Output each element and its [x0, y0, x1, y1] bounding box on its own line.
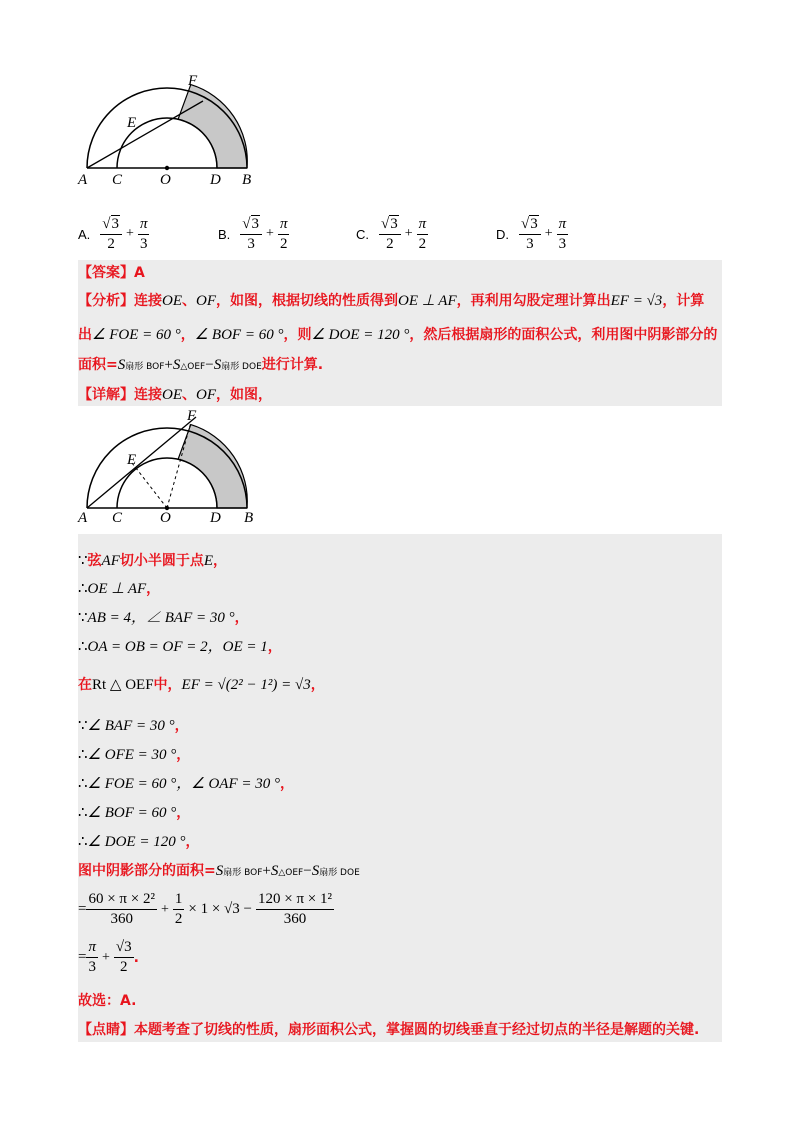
- step-10: [78, 835, 199, 850]
- text: ，: [310, 677, 325, 693]
- label-c: C: [112, 510, 123, 524]
- step-2: [78, 582, 160, 597]
- step-4: [78, 640, 282, 655]
- label-d: D: [210, 510, 221, 524]
- math: OE ⊥ AF: [398, 293, 457, 309]
- math: EF = √(2² − 1²) = √3: [181, 677, 311, 693]
- math: AB = 4，∠ BAF = 30 °: [87, 610, 235, 626]
- therefore-symbol: ∴: [78, 747, 88, 763]
- text: ，: [180, 327, 195, 343]
- analysis-line-2: [78, 328, 717, 343]
- text: ，然后根据扇形的面积公式，利用图中阴影部分的: [409, 327, 718, 343]
- label-b: B: [244, 510, 254, 524]
- math: ∠ BOF = 60 °: [87, 805, 177, 821]
- step-6: [78, 719, 189, 734]
- comment-line: [78, 1023, 699, 1037]
- option-letter: B.: [218, 226, 231, 242]
- label-f: F: [187, 408, 197, 424]
- fraction: $\frac{\pi}{3}$: [139, 215, 148, 252]
- analysis-line-3: [78, 358, 323, 373]
- text: 在: [78, 677, 92, 693]
- fraction: $\frac{\pi}{3}$: [558, 215, 567, 252]
- subscript: 扇形 DOE: [221, 362, 262, 372]
- plus-sign: +: [544, 226, 553, 241]
- label-e: E: [127, 115, 137, 131]
- text: ，计算: [662, 293, 705, 309]
- text: 、: [182, 293, 196, 309]
- math: OE ⊥ AF: [87, 581, 147, 597]
- answer-options: [78, 212, 718, 256]
- radius-oe: [132, 463, 167, 508]
- plus-sign: +: [266, 226, 274, 241]
- plus-sign: +: [126, 226, 134, 241]
- shaded-region: [178, 425, 247, 508]
- math: ∠ BOF = 60 °: [194, 327, 284, 343]
- text: 面积=: [78, 357, 118, 373]
- math: × 1 × √3 −: [188, 901, 252, 917]
- math: S: [117, 357, 126, 373]
- plus-sign: +: [404, 226, 413, 241]
- math: −: [205, 357, 214, 373]
- subscript: 扇形 BOF: [125, 362, 165, 372]
- area-formula-line: [78, 864, 360, 879]
- label-e: E: [127, 452, 137, 468]
- text: ，: [280, 776, 294, 792]
- label-a: A: [78, 172, 88, 188]
- text: ，: [146, 581, 161, 597]
- because-symbol: ∵: [78, 718, 88, 734]
- calculation-line-1: [78, 892, 334, 927]
- text: ，如图，: [216, 387, 272, 403]
- option-c[interactable]: [356, 212, 428, 256]
- math: OE: [162, 387, 182, 403]
- text: ，: [174, 718, 189, 734]
- step-1: [78, 554, 227, 569]
- math: S: [172, 357, 181, 373]
- fraction: $\frac{\text{60 × π × 2²}}{360}$: [88, 891, 155, 927]
- answer-value: A: [134, 265, 145, 281]
- subscript: △OEF: [278, 868, 304, 878]
- subscript: 扇形 DOE: [319, 868, 360, 878]
- label-d: D: [210, 172, 221, 188]
- fraction: $\frac{√3}{3}$: [240, 217, 262, 252]
- therefore-symbol: ∴: [78, 581, 88, 597]
- text: ，: [234, 610, 249, 626]
- label-f: F: [188, 73, 198, 89]
- chord-af: [87, 101, 203, 168]
- option-letter: D.: [496, 226, 509, 242]
- text: ，: [267, 639, 282, 655]
- because-symbol: ∵: [78, 553, 88, 569]
- fraction: $\frac{\pi}{3}$: [88, 939, 96, 975]
- label-c: C: [112, 172, 123, 188]
- step-3: [78, 611, 249, 626]
- math: S: [215, 863, 224, 879]
- analysis-line-1: [78, 294, 704, 309]
- option-b[interactable]: [218, 212, 289, 256]
- text: ，: [185, 834, 200, 850]
- math: −: [303, 863, 312, 879]
- math: +: [262, 863, 271, 879]
- math: ∠ BAF = 30 °: [87, 718, 175, 734]
- text: ，: [176, 805, 191, 821]
- text: ，: [176, 747, 191, 763]
- equals: =: [78, 949, 87, 965]
- fraction: $\frac{√3}{2}$: [379, 217, 401, 252]
- choose-line: 故选：A.: [78, 993, 137, 1009]
- subscript: △OEF: [180, 362, 206, 372]
- calculation-line-2: [78, 940, 139, 975]
- detail-tag: 【详解】: [78, 387, 134, 403]
- step-9: [78, 806, 190, 821]
- fraction: $\frac{\text{120 × π × 1²}}{360}$: [258, 891, 332, 927]
- text: ，如图，根据切线的性质得到: [216, 293, 398, 309]
- math: S: [311, 863, 320, 879]
- math: E: [203, 553, 214, 569]
- math: ∠ DOE = 120 °: [87, 834, 186, 850]
- plus-sign: +: [160, 901, 169, 917]
- math: ∠ DOE = 120 °: [311, 327, 410, 343]
- math: AF: [101, 553, 120, 569]
- text: 、: [182, 387, 196, 403]
- label-b: B: [242, 172, 252, 188]
- math: ∠ OFE = 30 °: [87, 747, 177, 763]
- therefore-symbol: ∴: [78, 834, 88, 850]
- math: ∠ FOE = 60 °: [92, 327, 181, 343]
- math: ∠ FOE = 60 °，∠ OAF = 30 °: [87, 776, 280, 792]
- detail-line: [78, 388, 272, 403]
- center-dot: [165, 166, 169, 170]
- because-symbol: ∵: [78, 610, 88, 626]
- math: S: [213, 357, 222, 373]
- comment-tag: 【点睛】: [78, 1022, 134, 1038]
- math: +: [164, 357, 173, 373]
- shaded-region: [178, 85, 247, 168]
- option-letter: A.: [78, 226, 91, 242]
- therefore-symbol: ∴: [78, 639, 88, 655]
- text: 连接: [134, 293, 162, 309]
- answer-line: [78, 266, 145, 280]
- text: 弦: [87, 553, 102, 569]
- math: OE: [162, 293, 182, 309]
- text: 连接: [134, 387, 162, 403]
- chord-af: [87, 417, 196, 508]
- text: ，: [213, 553, 228, 569]
- label-o: O: [160, 172, 171, 188]
- fraction: $\frac{\pi}{2}$: [279, 215, 288, 252]
- math: OA = OB = OF = 2，OE = 1: [87, 639, 268, 655]
- plus-sign: +: [101, 949, 110, 965]
- text: 切小半圆于点: [119, 553, 204, 569]
- text: 出: [78, 327, 92, 343]
- option-a[interactable]: [78, 212, 149, 256]
- step-7: [78, 748, 190, 763]
- text: .: [133, 949, 139, 966]
- step-8: [78, 777, 294, 792]
- math: S: [270, 863, 279, 879]
- equals: =: [78, 901, 87, 917]
- option-letter: C.: [356, 226, 369, 242]
- math: Rt △ OEF: [92, 677, 154, 693]
- fraction: $\frac{1}{2}$: [174, 891, 183, 927]
- text: ，再利用勾股定理计算出: [456, 293, 611, 309]
- fraction: $\frac{√3}{2}$: [100, 217, 122, 252]
- fraction: $\frac{\pi}{2}$: [418, 215, 427, 252]
- option-d[interactable]: [496, 212, 568, 256]
- fraction: $\frac{√3}{2}$: [115, 939, 132, 975]
- fraction: $\frac{√3}{3}$: [519, 217, 541, 252]
- answer-tag: 【答案】: [78, 265, 134, 281]
- subscript: 扇形 BOF: [223, 868, 263, 878]
- label-o: O: [160, 510, 171, 524]
- text: 本题考查了切线的性质，扇形面积公式，掌握圆的切线垂直于经过切点的半径是解题的关键.: [134, 1022, 700, 1038]
- semicircle-figure-with-radii: [74, 408, 258, 524]
- therefore-symbol: ∴: [78, 805, 88, 821]
- text: 图中阴影部分的面积=: [78, 863, 216, 879]
- math: OF: [196, 293, 216, 309]
- text: 中，: [153, 677, 182, 693]
- analysis-tag: 【分析】: [78, 293, 134, 309]
- step-5: [78, 678, 325, 693]
- semicircle-figure: [74, 72, 264, 188]
- math: OF: [196, 387, 216, 403]
- math: EF = √3: [610, 293, 663, 309]
- text: 进行计算.: [261, 357, 324, 373]
- label-a: A: [78, 510, 88, 524]
- therefore-symbol: ∴: [78, 776, 88, 792]
- text: ，则: [283, 327, 312, 343]
